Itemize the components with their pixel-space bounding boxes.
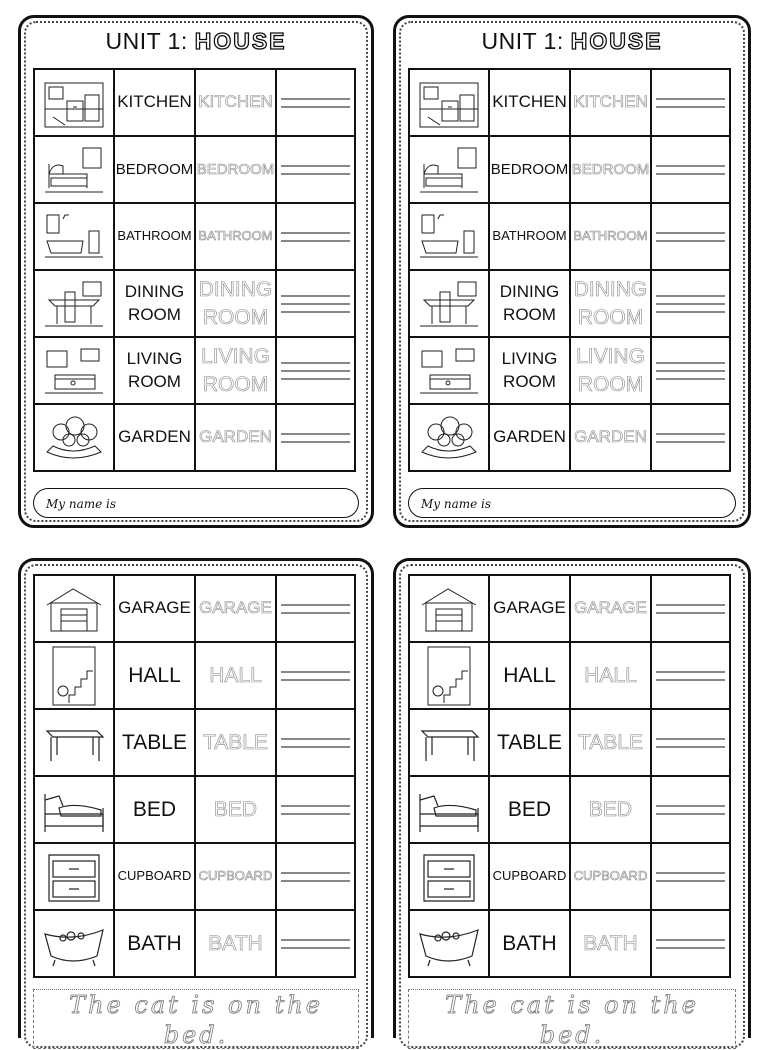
garden-icon <box>409 404 489 471</box>
vocabulary-table <box>408 574 731 978</box>
trace-sentence: The cat is on the bed. <box>33 989 359 1049</box>
writing-lines[interactable] <box>651 843 730 910</box>
cupboard-icon <box>409 843 489 910</box>
word-label: KITCHEN <box>114 69 195 136</box>
writing-lines[interactable] <box>276 575 355 642</box>
word-label: TABLE <box>114 709 195 776</box>
trace-word: KITCHEN <box>570 69 651 136</box>
living-room-icon <box>409 337 489 404</box>
writing-lines[interactable] <box>276 709 355 776</box>
writing-lines[interactable] <box>651 136 730 203</box>
word-label: DINING ROOM <box>114 270 195 337</box>
trace-word: BED <box>195 776 276 843</box>
trace-word: GARDEN <box>570 404 651 471</box>
table-icon <box>34 709 114 776</box>
unit-title: UNIT 1: HOUSE <box>481 28 663 54</box>
writing-lines[interactable] <box>276 69 355 136</box>
word-label: GARAGE <box>114 575 195 642</box>
bathroom-icon <box>409 203 489 270</box>
trace-word: BEDROOM <box>570 136 651 203</box>
bath-icon <box>409 910 489 977</box>
word-label: BEDROOM <box>489 136 570 203</box>
word-label: LIVING ROOM <box>489 337 570 404</box>
writing-lines[interactable] <box>276 404 355 471</box>
dining-room-icon <box>409 270 489 337</box>
writing-lines[interactable] <box>276 203 355 270</box>
word-label: LIVING ROOM <box>114 337 195 404</box>
writing-lines[interactable] <box>651 270 730 337</box>
trace-word: BEDROOM <box>195 136 276 203</box>
word-label: BATHROOM <box>114 203 195 270</box>
trace-word: BATH <box>195 910 276 977</box>
trace-word: TABLE <box>570 709 651 776</box>
trace-word: CUPBOARD <box>195 843 276 910</box>
word-label: GARAGE <box>489 575 570 642</box>
trace-word: BED <box>570 776 651 843</box>
word-label: CUPBOARD <box>114 843 195 910</box>
word-label: GARDEN <box>489 404 570 471</box>
trace-word: LIVING ROOM <box>195 337 276 404</box>
bathroom-icon <box>34 203 114 270</box>
writing-lines[interactable] <box>276 843 355 910</box>
bed-icon <box>409 776 489 843</box>
worksheet-card-top-right <box>393 15 751 528</box>
trace-word: KITCHEN <box>195 69 276 136</box>
garage-icon <box>409 575 489 642</box>
trace-word: BATH <box>570 910 651 977</box>
writing-lines[interactable] <box>651 910 730 977</box>
unit-title: UNIT 1: HOUSE <box>105 28 287 54</box>
trace-word: HALL <box>570 642 651 709</box>
writing-lines[interactable] <box>651 642 730 709</box>
vocabulary-table <box>33 574 356 978</box>
trace-word: LIVING ROOM <box>570 337 651 404</box>
bed-icon <box>34 776 114 843</box>
trace-word: CUPBOARD <box>570 843 651 910</box>
writing-lines[interactable] <box>651 337 730 404</box>
bath-icon <box>34 910 114 977</box>
hall-icon <box>409 642 489 709</box>
dining-room-icon <box>34 270 114 337</box>
trace-word: BATHROOM <box>195 203 276 270</box>
writing-lines[interactable] <box>651 69 730 136</box>
vocabulary-table <box>408 68 731 472</box>
kitchen-icon <box>34 69 114 136</box>
word-label: BED <box>114 776 195 843</box>
trace-word: TABLE <box>195 709 276 776</box>
bedroom-icon <box>34 136 114 203</box>
name-field[interactable]: My name is <box>408 488 736 518</box>
trace-word: GARDEN <box>195 404 276 471</box>
word-label: BATHROOM <box>489 203 570 270</box>
hall-icon <box>34 642 114 709</box>
writing-lines[interactable] <box>276 270 355 337</box>
trace-word: DINING ROOM <box>570 270 651 337</box>
garden-icon <box>34 404 114 471</box>
word-label: HALL <box>489 642 570 709</box>
writing-lines[interactable] <box>651 776 730 843</box>
kitchen-icon <box>409 69 489 136</box>
word-label: HALL <box>114 642 195 709</box>
word-label: CUPBOARD <box>489 843 570 910</box>
writing-lines[interactable] <box>276 136 355 203</box>
word-label: BEDROOM <box>114 136 195 203</box>
writing-lines[interactable] <box>651 709 730 776</box>
worksheet-card-bottom-left <box>18 558 374 1049</box>
bedroom-icon <box>409 136 489 203</box>
name-field[interactable]: My name is <box>33 488 359 518</box>
trace-word: BATHROOM <box>570 203 651 270</box>
writing-lines[interactable] <box>276 910 355 977</box>
writing-lines[interactable] <box>276 337 355 404</box>
writing-lines[interactable] <box>276 642 355 709</box>
living-room-icon <box>34 337 114 404</box>
cupboard-icon <box>34 843 114 910</box>
trace-word: DINING ROOM <box>195 270 276 337</box>
writing-lines[interactable] <box>651 575 730 642</box>
writing-lines[interactable] <box>276 776 355 843</box>
word-label: TABLE <box>489 709 570 776</box>
word-label: KITCHEN <box>489 69 570 136</box>
garage-icon <box>34 575 114 642</box>
vocabulary-table <box>33 68 356 472</box>
worksheet-card-top-left <box>18 15 374 528</box>
table-icon <box>409 709 489 776</box>
trace-sentence: The cat is on the bed. <box>408 989 736 1049</box>
trace-word: HALL <box>195 642 276 709</box>
writing-lines[interactable] <box>651 203 730 270</box>
word-label: DINING ROOM <box>489 270 570 337</box>
worksheet-card-bottom-right <box>393 558 751 1049</box>
writing-lines[interactable] <box>651 404 730 471</box>
trace-word: GARAGE <box>570 575 651 642</box>
word-label: BED <box>489 776 570 843</box>
word-label: BATH <box>114 910 195 977</box>
word-label: BATH <box>489 910 570 977</box>
word-label: GARDEN <box>114 404 195 471</box>
trace-word: GARAGE <box>195 575 276 642</box>
